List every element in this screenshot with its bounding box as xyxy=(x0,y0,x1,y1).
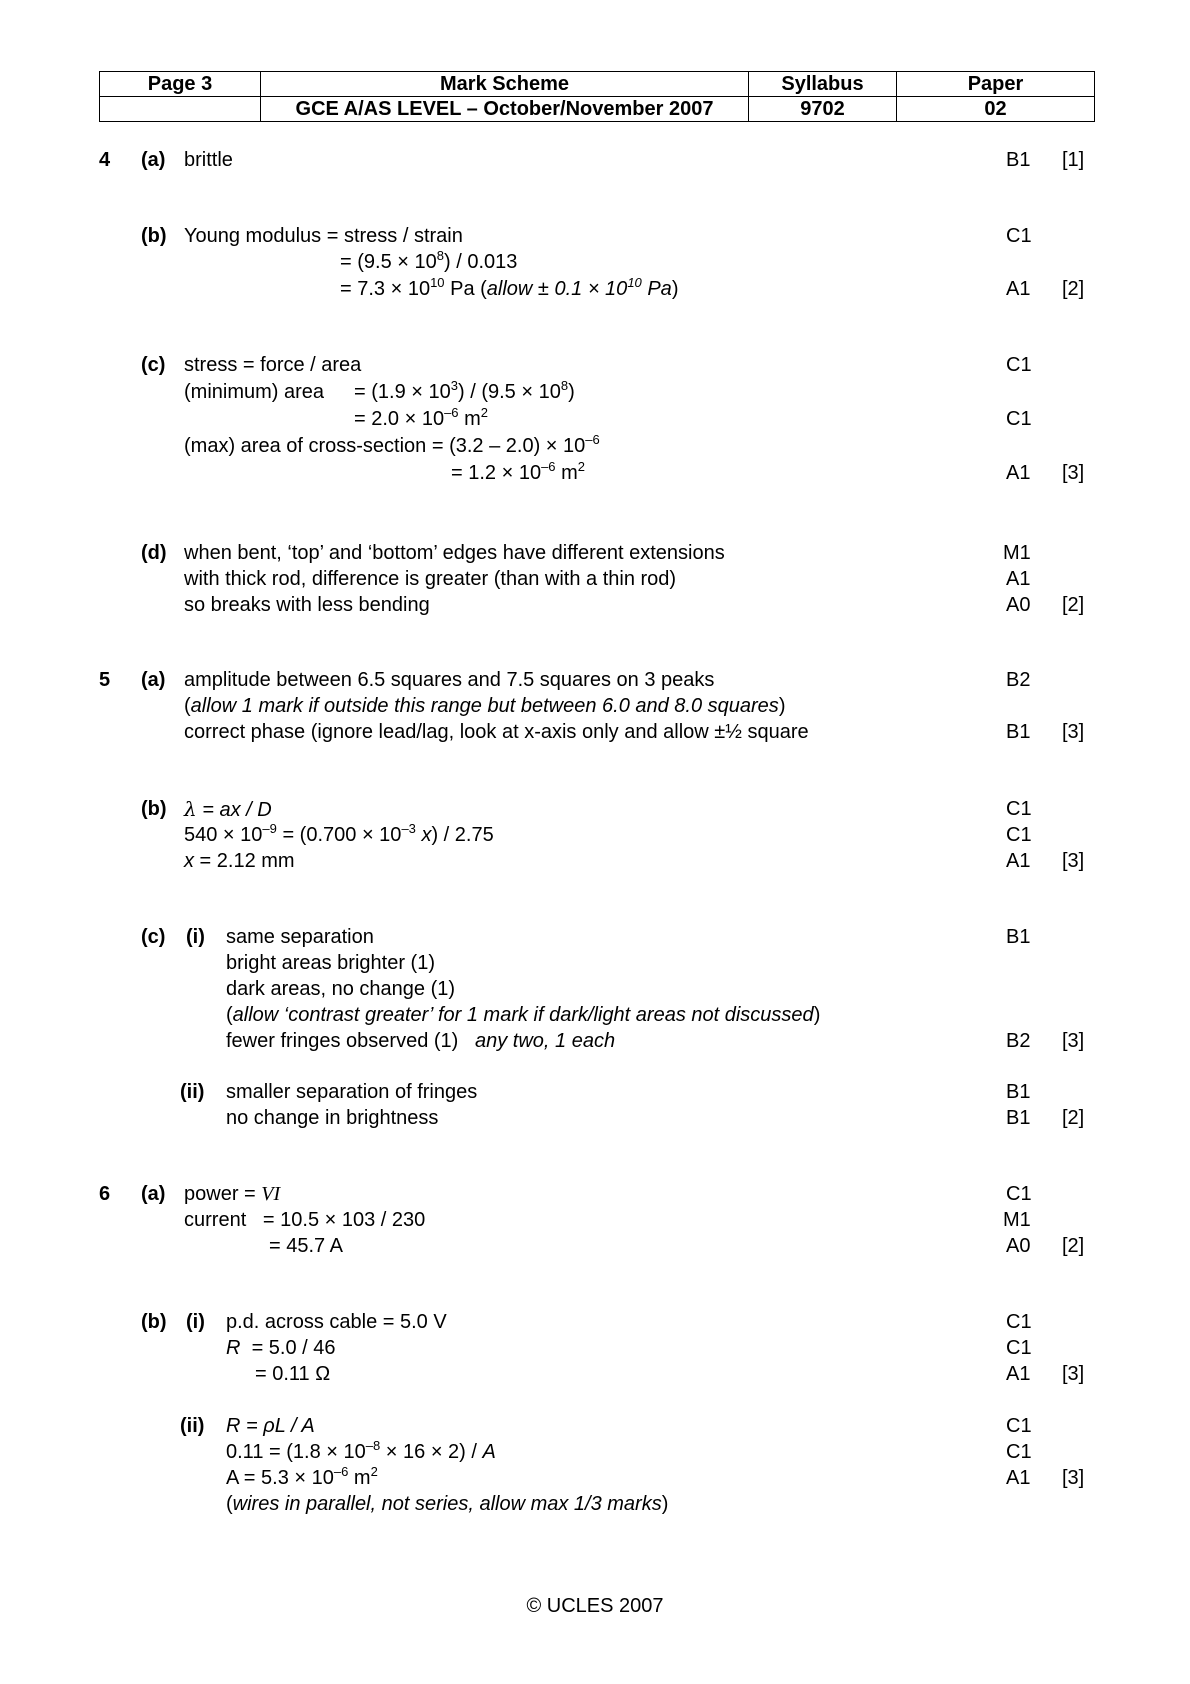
answer-line: = 0.11 Ω xyxy=(255,1363,331,1385)
part-label: (b) xyxy=(141,798,167,820)
mark-total: [3] xyxy=(1062,1363,1085,1385)
part-label: (a) xyxy=(141,669,166,691)
answer-line: (allow ‘contrast greater’ for 1 mark if dark/light areas not discussed) xyxy=(226,1004,821,1026)
mark-code: C1 xyxy=(1006,824,1032,846)
mark-code: B1 xyxy=(1006,1081,1031,1103)
question-number: 5 xyxy=(99,669,111,691)
mark-code: B2 xyxy=(1006,1030,1031,1052)
answer-line: dark areas, no change (1) xyxy=(226,978,456,1000)
answer-line: λ = ax / D xyxy=(184,797,272,821)
mark-code: A0 xyxy=(1006,594,1031,616)
answer-line: smaller separation of fringes xyxy=(226,1081,478,1103)
mark-code: A1 xyxy=(1006,1467,1031,1489)
answer-line: R = 5.0 / 46 xyxy=(226,1337,336,1359)
header-paper-label: Paper xyxy=(897,72,1095,97)
answer-line: (minimum) area xyxy=(184,381,325,403)
answer-line: $0.11 = (1.8 \times 10^{-8} \times 16 \times 2) / A$ xyxy=(226,1438,496,1463)
header-empty-cell xyxy=(100,97,261,122)
answer-line: Young modulus = stress / strain xyxy=(184,225,463,247)
answer-line: = $1.2 \times 10^{-6}$ $m^2$ xyxy=(451,459,585,484)
mark-total: [3] xyxy=(1062,850,1085,872)
mark-total: [3] xyxy=(1062,1030,1085,1052)
part-label: (c) xyxy=(141,926,166,948)
part-label: (c) xyxy=(141,354,166,376)
answer-line: power = VI xyxy=(184,1183,281,1205)
answer-line: brittle xyxy=(184,149,233,171)
mark-code: A1 xyxy=(1006,568,1031,590)
mark-total: [1] xyxy=(1062,149,1085,171)
part-label: (a) xyxy=(141,149,166,171)
answer-line: = 45.7 A xyxy=(269,1235,343,1257)
question-number: 6 xyxy=(99,1183,111,1205)
answer-line: same separation xyxy=(226,926,374,948)
answer-line: (allow 1 mark if outside this range but between 6.0 and 8.0 squares) xyxy=(184,695,786,717)
answer-line: (max) area of cross-section = $(3.2 - 2.0) \times 10^{-6}$ xyxy=(184,432,600,457)
mark-code: C1 xyxy=(1006,1337,1032,1359)
answer-line: = $7.3 \times 10^{10}$ Pa (allow ± $0.1 \times 10^{10}$ Pa) xyxy=(340,275,679,300)
answer-line: bright areas brighter (1) xyxy=(226,952,435,974)
answer-line: fewer fringes observed (1) any two, 1 each xyxy=(226,1030,616,1052)
answer-line: x = 2.12 mm xyxy=(184,850,295,872)
mark-code: B1 xyxy=(1006,1107,1031,1129)
header-paper: 02 xyxy=(897,97,1095,122)
mark-total: [2] xyxy=(1062,278,1085,300)
mark-total: [3] xyxy=(1062,721,1085,743)
part-label: (a) xyxy=(141,1183,166,1205)
mark-code: C1 xyxy=(1006,408,1032,430)
answer-line: = $(9.5 \times 10^8) / 0.013$ xyxy=(340,248,518,273)
answer-line: $A = 5.3 \times 10^{-6}$ $m^2$ xyxy=(226,1464,378,1489)
mark-code: C1 xyxy=(1006,798,1032,820)
mark-code: B1 xyxy=(1006,926,1031,948)
answer-line: no change in brightness xyxy=(226,1107,439,1129)
mark-code: B1 xyxy=(1006,149,1031,171)
part-label: (b) xyxy=(141,1311,167,1333)
footer-copyright: © UCLES 2007 xyxy=(526,1595,664,1617)
mark-code: C1 xyxy=(1006,354,1032,376)
mark-code: A1 xyxy=(1006,278,1031,300)
header-page: Page 3 xyxy=(100,72,261,97)
part-label: (b) xyxy=(141,225,167,247)
header-syllabus-label: Syllabus xyxy=(749,72,897,97)
answer-line: R = ρL / A xyxy=(226,1415,315,1437)
header-table xyxy=(99,71,1095,122)
mark-code: C1 xyxy=(1006,225,1032,247)
subpart-label: (i) xyxy=(186,926,205,948)
mark-code: C1 xyxy=(1006,1415,1032,1437)
mark-code: A1 xyxy=(1006,1363,1031,1385)
answer-line: $540 \times 10^{-9} = (0.700 \times 10^{-3}$ x) / 2.75 xyxy=(184,821,494,846)
mark-code: M1 xyxy=(1003,1209,1031,1231)
header-syllabus: 9702 xyxy=(749,97,897,122)
mark-total: [2] xyxy=(1062,1235,1085,1257)
answer-line: p.d. across cable = 5.0 V xyxy=(226,1311,447,1333)
subpart-label: (i) xyxy=(186,1311,205,1333)
mark-code: C1 xyxy=(1006,1183,1032,1205)
mark-code: C1 xyxy=(1006,1441,1032,1463)
answer-line: when bent, ‘top’ and ‘bottom’ edges have different extensions xyxy=(184,542,725,564)
answer-line: (wires in parallel, not series, allow max 1/3 marks) xyxy=(226,1493,669,1515)
part-label: (d) xyxy=(141,542,167,564)
mark-code: B1 xyxy=(1006,721,1031,743)
subpart-label: (ii) xyxy=(180,1415,205,1437)
question-number: 4 xyxy=(99,149,111,171)
header-exam: GCE A/AS LEVEL – October/November 2007 xyxy=(261,97,749,122)
mark-code: A0 xyxy=(1006,1235,1031,1257)
mark-total: [2] xyxy=(1062,1107,1085,1129)
answer-line: = $2.0 \times 10^{-6}$ $m^2$ xyxy=(354,405,488,430)
answer-line: correct phase (ignore lead/lag, look at x-axis only and allow ±½ square xyxy=(184,721,809,743)
mark-code: A1 xyxy=(1006,850,1031,872)
mark-code: M1 xyxy=(1003,542,1031,564)
answer-line: = $(1.9 \times 10^3) / (9.5 \times 10^8)$ xyxy=(354,378,575,403)
mark-total: [3] xyxy=(1062,462,1085,484)
header-title: Mark Scheme xyxy=(261,72,749,97)
answer-line: so breaks with less bending xyxy=(184,594,430,616)
mark-code: C1 xyxy=(1006,1311,1032,1333)
answer-line: amplitude between 6.5 squares and 7.5 squares on 3 peaks xyxy=(184,669,715,691)
answer-line: with thick rod, difference is greater (than with a thin rod) xyxy=(184,568,677,590)
answer-line: current = 10.5 × 103 / 230 xyxy=(184,1209,426,1231)
answer-line: stress = force / area xyxy=(184,354,362,376)
mark-total: [3] xyxy=(1062,1467,1085,1489)
mark-code: B2 xyxy=(1006,669,1031,691)
subpart-label: (ii) xyxy=(180,1081,205,1103)
mark-total: [2] xyxy=(1062,594,1085,616)
mark-code: A1 xyxy=(1006,462,1031,484)
